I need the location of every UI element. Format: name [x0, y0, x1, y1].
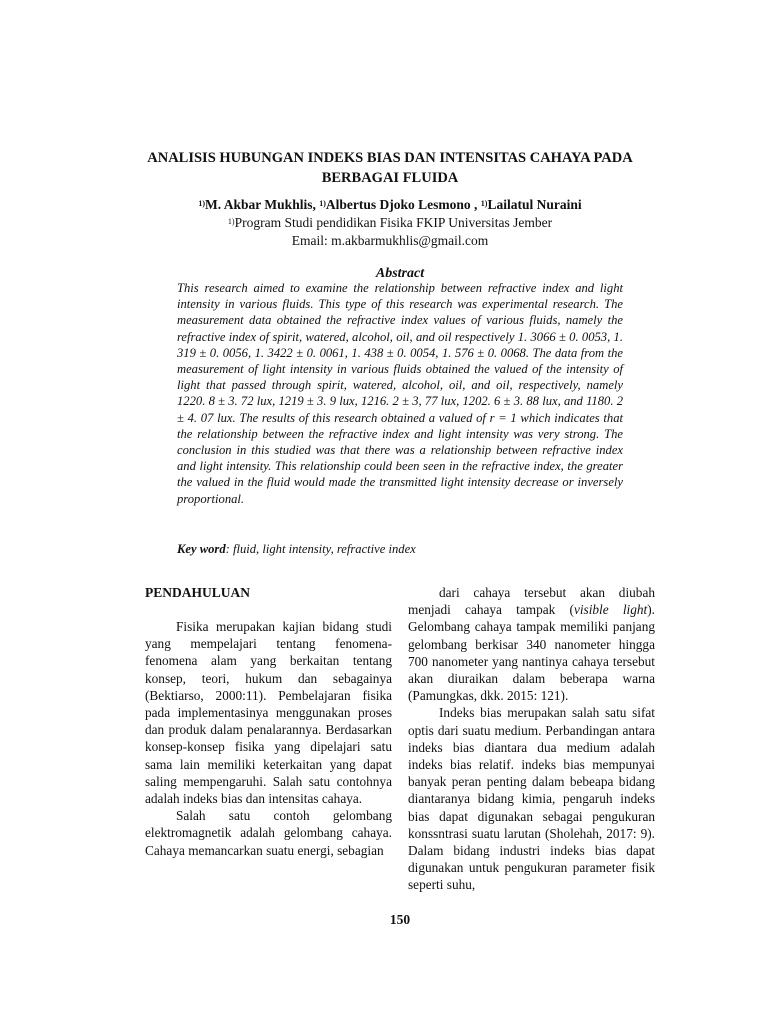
paragraph	[408, 584, 655, 704]
paper-title: ANALISIS HUBUNGAN INDEKS BIAS DAN INTENSITAS CAHAYA PADA BERBAGAI FLUIDA	[147, 150, 633, 186]
abstract-heading: Abstract	[375, 266, 425, 281]
keywords-line	[177, 541, 623, 557]
author-sup: 1)	[480, 199, 488, 208]
paragraph: Fisika merupakan kajian bidang studi yang mempelajari tentang fenomena-fenomena alam yang berkaitan tentang konsep, teori, hukum dan sebagainya (Bektiarso, 2000:11). Pembelajaran fisika pada implementasinya menggunakan proses dan produk dalam penalarannya. Berdasarkan konsep-konsep fisika yang dipelajari satu sama lain memiliki keterkaitan yang dapat saling mempengaruhi. Salah satu contohnya adalah indeks bias dan intensitas cahaya.	[145, 619, 392, 807]
author-affiliation	[100, 214, 680, 232]
affiliation-sup: 1)	[227, 217, 235, 226]
keywords-label: Key word	[177, 542, 226, 556]
paragraph-text: ). Gelombang cahaya tampak memiliki panjang gelombang berkisar 340 nanometer hingga 700 nanometer yang nantinya cahaya tersebut akan diuraikan dalam beberapa warna (Pamungkas, dkk. 2015: 121).	[408, 602, 655, 704]
page-number: 150	[389, 912, 411, 927]
author-name: Lailatul Nuraini	[487, 197, 582, 212]
paragraph-italic-term: visible light	[573, 602, 648, 618]
keywords-text: : fluid, light intensity, refractive index	[225, 542, 416, 556]
affiliation-text: Program Studi pendidikan Fisika FKIP Universitas Jember	[234, 215, 553, 230]
section-heading-pendahuluan: PENDAHULUAN	[145, 585, 251, 600]
author-name: M. Akbar Mukhlis,	[205, 197, 316, 212]
author-email: Email: m.akbarmukhlis@gmail.com	[291, 233, 489, 248]
paragraph: Salah satu contoh gelombang elektromagnetik adalah gelombang cahaya. Cahaya memancarkan suatu energi, sebagian	[145, 808, 392, 858]
abstract-body: This research aimed to examine the relationship between refractive index and light intensity in various fluids. This type of this research was experimental research. The measurement data obtained the refractive index values of various fluids, namely the refractive index of spirit, watered, alcohol, oil, and oil respectively 1. 3066 ± 0. 0053, 1. 319 ± 0. 0056, 1. 3422 ± 0. 0061, 1. 438 ± 0. 0054, 1. 576 ± 0. 0068. The data from the measurement of light intensity in various fluids obtained the valued of the intensity of light that passed through spirit, watered, alcohol, oil, and oil, respectively, namely 1220. 8 ± 3. 72 lux, 1219 ± 3. 9 lux, 1216. 2 ± 3, 77 lux, 1202. 6 ± 3. 88 lux, and 1180. 2 ± 4. 07 lux. The results of this research obtained a valued of r = 1 which indicates that the relationship between the refractive index and light intensity was very strong. The conclusion in this studied was that there was a relationship between refractive index and light intensity. This relationship could been seen in the refractive index, the greater the valued in the fluid would made the transmitted light intensity decrease or inversely proportional.	[177, 281, 623, 506]
author-sup: 1)	[319, 199, 326, 208]
author-name: Albertus Djoko Lesmono ,	[325, 197, 478, 212]
author-sup: 1)	[198, 199, 206, 208]
right-column	[408, 584, 655, 894]
paragraph: Indeks bias merupakan salah satu sifat optis dari suatu medium. Perbandingan antara indeks bias diantara dua medium adalah indeks bias relatif. indeks bias mempunyai banyak peran penting dalam bebeapa bidang diantaranya bidang kimia, pengaruh indeks bias dapat digunakan sebagai pengukuran konssntrasi suatu larutan (Sholehah, 2017: 9). Dalam bidang industri indeks bias dapat digunakan untuk pengukuran parameter fisik seperti suhu,	[408, 705, 655, 893]
author-list	[100, 196, 680, 214]
paragraph-text: dari cahaya tersebut akan diubah menjadi cahaya tampak (	[408, 585, 655, 618]
left-column	[145, 584, 392, 859]
